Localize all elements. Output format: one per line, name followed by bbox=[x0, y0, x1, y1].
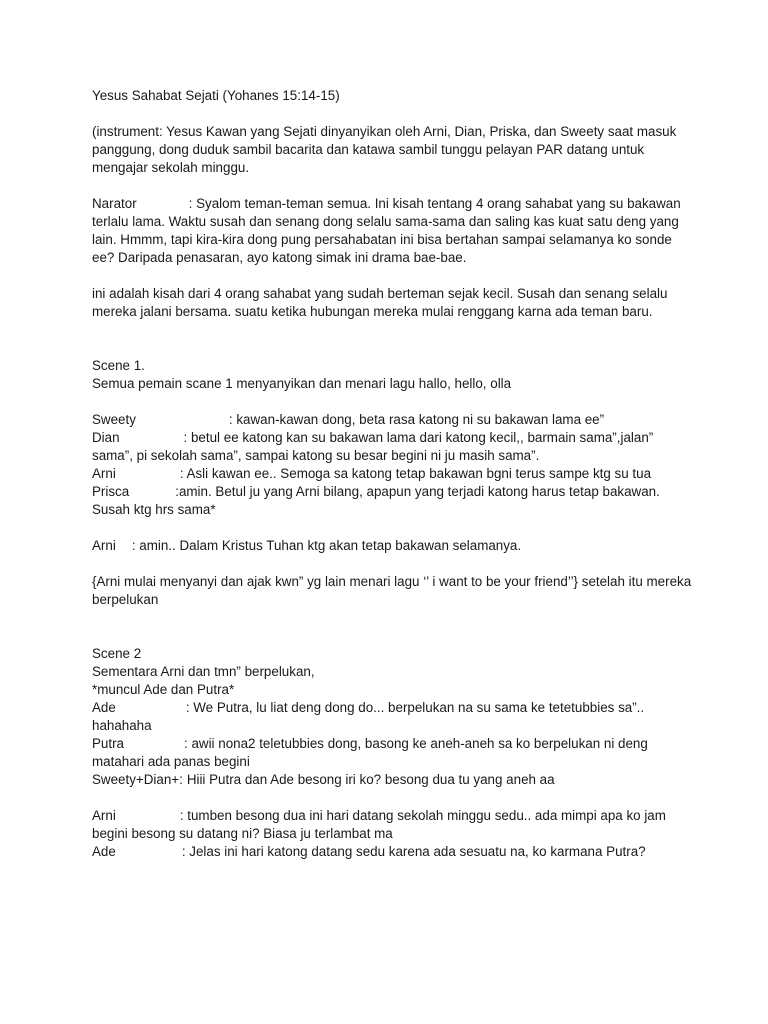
scene-heading: Scene 2 bbox=[92, 646, 142, 661]
dialogue-line bbox=[92, 537, 692, 555]
dialogue-line bbox=[92, 699, 692, 735]
speech-text: : amin.. Dalam Kristus Tuhan ktg akan tetap bakawan selamanya. bbox=[131, 538, 522, 553]
speech-text: : We Putra, lu liat deng dong do... berpelukan na su sama ke tetetubbies sa”.. hahahaha bbox=[92, 700, 645, 733]
dialogue-line bbox=[92, 807, 692, 843]
document-page bbox=[92, 87, 692, 861]
dialogue-line bbox=[92, 843, 692, 861]
speaker-name: Sweety+Dian+: bbox=[92, 772, 183, 787]
speaker-name: Prisca bbox=[92, 484, 130, 499]
stage-direction: *muncul Ade dan Putra* bbox=[92, 682, 235, 697]
scene-heading: Scene 1. bbox=[92, 358, 145, 373]
speaker-name: Arni bbox=[92, 466, 116, 481]
summary-paragraph: ini adalah kisah dari 4 orang sahabat yang sudah berteman sejak kecil. Susah dan senang selalu mereka jalani bersama. suatu ketika hubungan mereka mulai renggang karna ada teman baru. bbox=[92, 286, 668, 319]
speaker-name: Arni bbox=[92, 808, 116, 823]
speech-text: : Asli kawan ee.. Semoga sa katong tetap bakawan bgni terus sampe ktg su tua bbox=[179, 466, 652, 481]
dialogue-line bbox=[92, 483, 692, 519]
speech-text: Hiii Putra dan Ade besong iri ko? besong dua tu yang aneh aa bbox=[186, 772, 555, 787]
speech-text: : kawan-kawan dong, beta rasa katong ni su bakawan lama ee” bbox=[228, 412, 605, 427]
speaker-name: Putra bbox=[92, 736, 125, 751]
narator-line bbox=[92, 195, 692, 267]
speech-text: : awii nona2 teletubbies dong, basong ke aneh-aneh sa ko berpelukan ni deng matahari ada panas begini bbox=[92, 736, 648, 769]
speaker-name: Narator bbox=[92, 196, 137, 211]
speech-text: : tumben besong dua ini hari datang sekolah minggu sedu.. ada mimpi apa ko jam begini besong su datang ni? Biasa ju terlambat ma bbox=[92, 808, 666, 841]
speech-text: : Syalom teman-teman semua. Ini kisah tentang 4 orang sahabat yang su bakawan terlalu lama. Waktu susah dan senang dong selalu sama-sama dan saling kas kuat satu deng yang lain. Hmmm, tapi kira-kira dong pung persahabatan ini bisa bertahan sampai selamanya ko sonde ee? Daripada penasaran, ayo katong simak ini drama bae-bae. bbox=[92, 196, 681, 265]
speech-text: : betul ee katong kan su bakawan lama dari katong kecil,, barmain sama”,jalan” sama”, pi sekolah sama”, sampai katong su besar begini ni ju masih sama”. bbox=[92, 430, 654, 463]
stage-direction: Semua pemain scane 1 menyanyikan dan menari lagu hallo, hello, olla bbox=[92, 376, 512, 391]
speaker-name: Arni bbox=[92, 538, 116, 553]
speech-text: :amin. Betul ju yang Arni bilang, apapun yang terjadi katong harus tetap bakawan. Susah ktg hrs sama* bbox=[92, 484, 660, 517]
dialogue-line bbox=[92, 411, 692, 429]
intro-paragraph: (instrument: Yesus Kawan yang Sejati dinyanyikan oleh Arni, Dian, Priska, dan Sweety saat masuk panggung, dong duduk sambil bacarita dan katawa sambil tunggu pelayan PAR datang untuk mengajar sekolah minggu. bbox=[92, 124, 677, 175]
stage-direction: Sementara Arni dan tmn” berpelukan, bbox=[92, 664, 315, 679]
dialogue-line bbox=[92, 429, 692, 465]
speaker-name: Dian bbox=[92, 430, 120, 445]
speaker-name: Ade bbox=[92, 844, 116, 859]
speech-text: : Jelas ini hari katong datang sedu karena ada sesuatu na, ko karmana Putra? bbox=[181, 844, 646, 859]
dialogue-line bbox=[92, 465, 692, 483]
dialogue-line bbox=[92, 735, 692, 771]
stage-direction: {Arni mulai menyanyi dan ajak kwn” yg lain menari lagu ‘’ i want to be your friend’’} setelah itu mereka berpelukan bbox=[92, 574, 692, 607]
speaker-name: Ade bbox=[92, 700, 116, 715]
dialogue-line bbox=[92, 771, 692, 789]
speaker-name: Sweety bbox=[92, 412, 136, 427]
document-title: Yesus Sahabat Sejati (Yohanes 15:14-15) bbox=[92, 88, 340, 103]
